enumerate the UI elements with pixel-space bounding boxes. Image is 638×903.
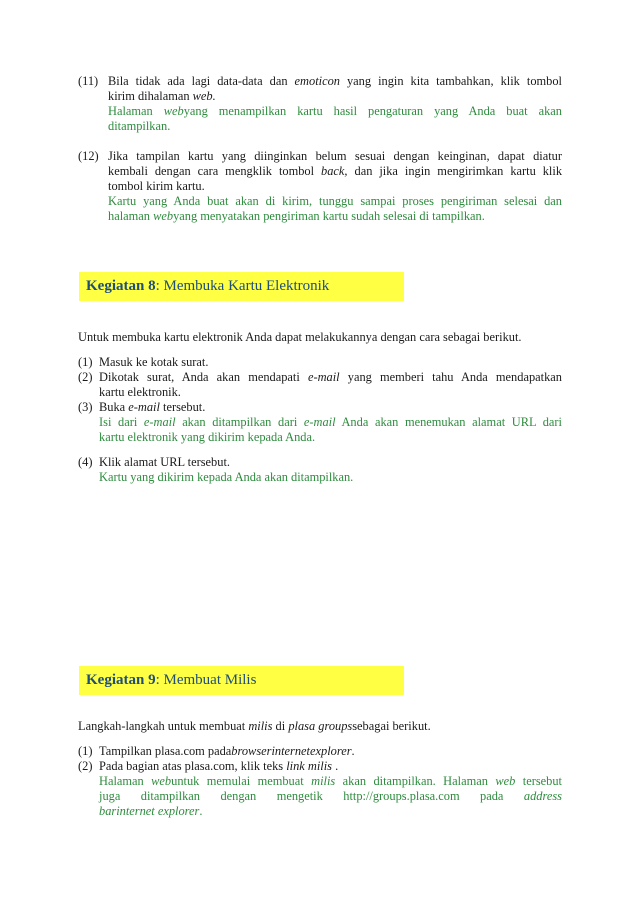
- intro-paragraph: Untuk membuka kartu elektronik Anda dapat melakukannya dengan cara sebagai berikut.: [78, 330, 522, 344]
- text-line: tombol kirim kartu.: [108, 179, 205, 193]
- intro-paragraph: Langkah-langkah untuk membuat milis di plasa groupssebagai berikut.: [78, 719, 431, 733]
- result-text: Halaman webyang menampilkan kartu hasil pengaturan yang Anda buat akan: [108, 104, 562, 118]
- step-4: (4) Klik alamat URL tersebut. Kartu yang dikirim kepada Anda akan ditampilkan.: [78, 455, 562, 485]
- item-number: (12): [78, 149, 99, 163]
- result-text: Isi dari e-mail akan ditampilkan dari e-mail Anda akan menemukan alamat URL dari: [99, 415, 562, 429]
- section-banner-kegiatan-8: Kegiatan 8: Membuka Kartu Elektronik: [79, 272, 404, 301]
- step-1: (1) Masuk ke kotak surat.: [78, 355, 209, 369]
- banner-title: Membuat Milis: [159, 672, 257, 688]
- text-line: kirim dihalaman web.: [108, 89, 216, 103]
- banner-keyword: Kegiatan 8: [86, 278, 156, 294]
- step-3: (3) Buka e-mail tersebut. Isi dari e-mail akan ditampilkan dari e-mail Anda akan menemukan alamat URL dari kartu elektronik yang dikirim kepada Anda.: [78, 400, 562, 444]
- step-1: (1) Tampilkan plasa.com padabrowserinternetexplorer.: [78, 744, 355, 758]
- list-item-12: [78, 149, 562, 224]
- list-item-11: [78, 74, 562, 134]
- item-number: (11): [78, 74, 99, 88]
- result-text: halaman webyang menyatakan pengiriman kartu sudah selesai di tampilkan.: [108, 209, 485, 223]
- result-text: Halaman webuntuk memulai membuat milis akan ditampilkan. Halaman web tersebut: [99, 774, 562, 788]
- result-text: barinternet explorer.: [99, 804, 203, 818]
- result-text: ditampilkan.: [108, 119, 171, 133]
- section-banner-kegiatan-9: Kegiatan 9: Membuat Milis: [79, 666, 404, 695]
- banner-keyword: Kegiatan 9: [86, 672, 156, 688]
- result-text: juga ditampilkan dengan mengetik http://groups.plasa.com pada address: [99, 789, 562, 803]
- result-text: kartu elektronik yang dikirim kepada Anda.: [99, 430, 316, 444]
- banner-title: Membuka Kartu Elektronik: [159, 278, 330, 294]
- text-line: Bila tidak ada lagi data-data dan emoticon yang ingin kita tambahkan, klik tombol: [108, 74, 562, 88]
- text-line: Jika tampilan kartu yang diinginkan belum sesuai dengan keinginan, dapat diatur: [108, 149, 562, 163]
- step-2: (2) Dikotak surat, Anda akan mendapati e-mail yang memberi tahu Anda mendapatkan kartu elektronik.: [78, 370, 562, 399]
- result-text: Kartu yang Anda buat akan di kirim, tunggu sampai proses pengiriman selesai dan: [108, 194, 562, 208]
- step-2: (2) Pada bagian atas plasa.com, klik teks link milis . Halaman webuntuk memulai membuat milis akan ditampilkan. Halaman web tersebut juga ditampilkan dengan mengetik http://groups.plasa.com pada address barinternet explorer.: [78, 759, 562, 818]
- text-line: kembali dengan cara mengklik tombol back, dan jika ingin mengirimkan kartu klik: [108, 164, 563, 178]
- result-text: Kartu yang dikirim kepada Anda akan ditampilkan.: [99, 470, 354, 484]
